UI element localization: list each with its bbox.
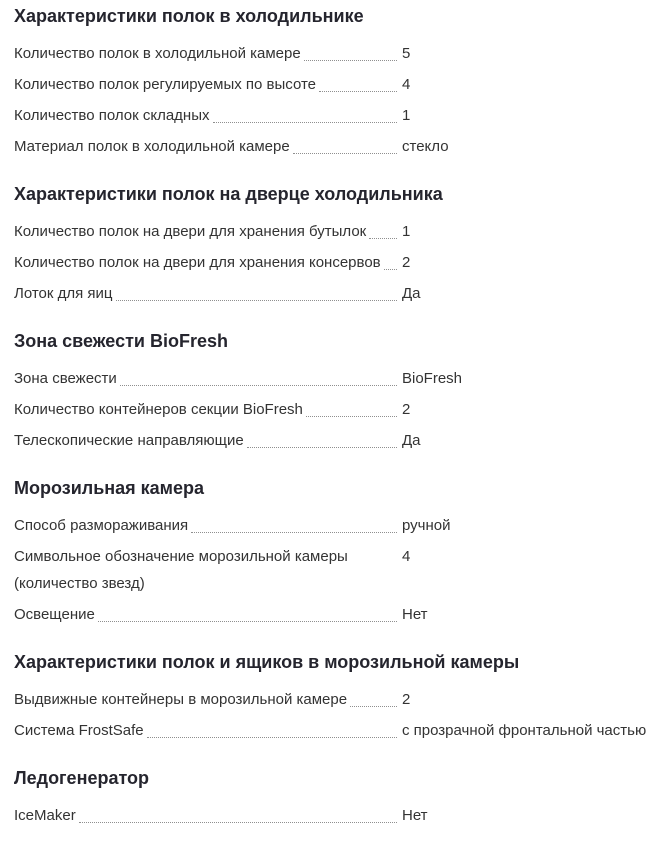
spec-label: Телескопические направляющие (14, 432, 244, 449)
section-title: Ледогенератор (14, 768, 150, 788)
spec-label-wrap (14, 133, 402, 160)
spec-value: Да (402, 285, 421, 302)
spec-value: ручной (402, 517, 451, 534)
specifications-list (14, 4, 655, 829)
spec-label: Символьное обозначение морозильной камеры (количество звезд) (14, 548, 348, 592)
section-rows (14, 40, 655, 160)
spec-section (14, 182, 655, 307)
spec-label-wrap (14, 71, 402, 98)
spec-label-wrap (14, 40, 402, 67)
dotted-leader (306, 416, 397, 417)
spec-row (14, 427, 655, 454)
spec-value: 4 (402, 548, 411, 565)
spec-value: с прозрачной фронтальной частью (402, 722, 647, 739)
spec-label: Материал полок в холодильной камере (14, 138, 290, 155)
spec-label-wrap (14, 365, 402, 392)
spec-row (14, 218, 655, 245)
dotted-leader (247, 447, 397, 448)
spec-label-wrap (14, 396, 402, 423)
spec-label: Количество полок складных (14, 107, 210, 124)
section-title: Характеристики полок на дверце холодильника (14, 184, 443, 204)
spec-value: 1 (402, 107, 411, 124)
spec-label: Количество контейнеров секции BioFresh (14, 401, 303, 418)
spec-value: стекло (402, 138, 449, 155)
spec-value: 2 (402, 254, 411, 271)
spec-row (14, 543, 655, 597)
spec-row (14, 280, 655, 307)
spec-label: Система FrostSafe (14, 722, 144, 739)
section-rows (14, 365, 655, 454)
spec-section (14, 329, 655, 454)
spec-value: 5 (402, 45, 411, 62)
dotted-leader (319, 91, 397, 92)
spec-label-wrap (14, 218, 402, 245)
spec-label-wrap (14, 249, 402, 276)
section-title: Характеристики полок и ящиков в морозильной камеры (14, 652, 520, 672)
spec-label-wrap (14, 280, 402, 307)
spec-label-wrap (14, 802, 402, 829)
spec-label: IceMaker (14, 807, 76, 824)
spec-row (14, 133, 655, 160)
spec-value: 2 (402, 691, 411, 708)
spec-label-wrap (14, 717, 402, 744)
spec-section (14, 4, 655, 160)
dotted-leader (79, 822, 397, 823)
section-rows (14, 512, 655, 628)
section-title: Характеристики полок в холодильнике (14, 6, 364, 26)
dotted-leader (147, 737, 397, 738)
spec-value: 1 (402, 223, 411, 240)
dotted-leader (369, 238, 397, 239)
spec-label: Зона свежести (14, 370, 117, 387)
spec-label: Способ размораживания (14, 517, 189, 534)
dotted-leader (120, 385, 397, 386)
dotted-leader (98, 621, 397, 622)
spec-value: 4 (402, 76, 411, 93)
spec-value: 2 (402, 401, 411, 418)
spec-section (14, 476, 655, 628)
spec-value: Да (402, 432, 421, 449)
spec-label: Выдвижные контейнеры в морозильной камере (14, 691, 348, 708)
dotted-leader (213, 122, 398, 123)
dotted-leader (116, 300, 397, 301)
spec-row (14, 717, 655, 744)
spec-value: Нет (402, 606, 428, 623)
spec-row (14, 40, 655, 67)
spec-row (14, 512, 655, 539)
spec-label: Количество полок регулируемых по высоте (14, 76, 317, 93)
spec-label-wrap (14, 512, 402, 539)
spec-label: Лоток для яиц (14, 285, 113, 302)
spec-row (14, 802, 655, 829)
spec-row (14, 249, 655, 276)
spec-row (14, 396, 655, 423)
spec-label: Количество полок на двери для хранения бутылок (14, 223, 367, 240)
spec-label: Количество полок на двери для хранения консервов (14, 254, 381, 271)
spec-value: Нет (402, 807, 428, 824)
spec-row (14, 71, 655, 98)
spec-section (14, 766, 655, 829)
section-title: Морозильная камера (14, 478, 204, 498)
section-rows (14, 686, 655, 744)
dotted-leader (293, 153, 397, 154)
dotted-leader (304, 60, 397, 61)
spec-section (14, 650, 655, 744)
spec-label: Освещение (14, 606, 95, 623)
spec-value: BioFresh (402, 370, 463, 387)
dotted-leader (350, 706, 397, 707)
dotted-leader (384, 269, 397, 270)
spec-label: Количество полок в холодильной камере (14, 45, 301, 62)
spec-row (14, 601, 655, 628)
spec-label-wrap (14, 601, 402, 628)
spec-row (14, 365, 655, 392)
spec-label-wrap (14, 543, 402, 597)
section-rows (14, 218, 655, 307)
spec-label-wrap (14, 686, 402, 713)
section-rows (14, 802, 655, 829)
spec-label-wrap (14, 427, 402, 454)
spec-row (14, 102, 655, 129)
spec-row (14, 686, 655, 713)
dotted-leader (191, 532, 397, 533)
spec-label-wrap (14, 102, 402, 129)
section-title: Зона свежести BioFresh (14, 331, 228, 351)
